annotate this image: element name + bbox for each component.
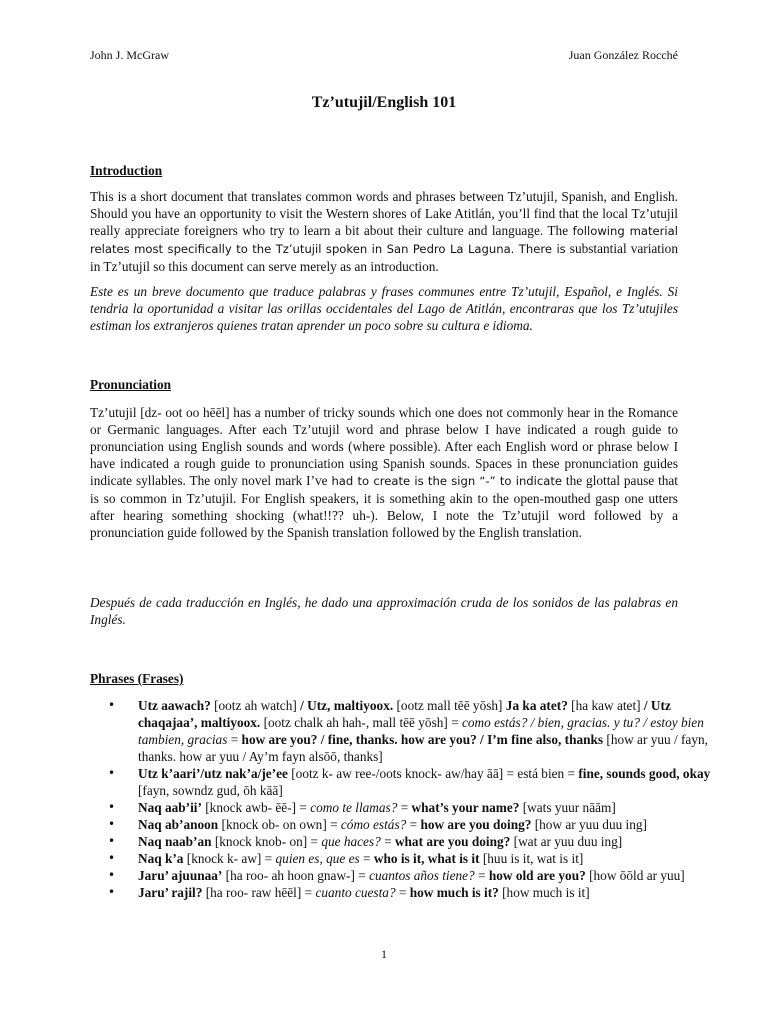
introduction-paragraph-spanish: [90, 283, 678, 334]
phrase-pronunciation: [ootz k- aw ree-/oots knock- aw/hay āā] = está bien =: [287, 766, 579, 781]
phrase-pronunciation: [knock awb- ēē-] =: [201, 800, 311, 815]
phrase-english: how old are you?: [488, 868, 586, 883]
header-author-left: John J. McGraw: [90, 48, 169, 62]
phrase-tzutujil: / Utz chaqajaa’, maltiyoox.: [138, 698, 671, 730]
phrase-separator: =: [397, 800, 412, 815]
pronunciation-paragraph-spanish: [90, 594, 678, 628]
pronunciation-heading-text: Pronunciation: [90, 377, 172, 392]
page-number: 1: [381, 947, 387, 961]
phrase-pronunciation: [ootz chalk ah hah-, mall tēē yōsh] =: [260, 715, 462, 730]
phrase-english: what are you doing?: [394, 834, 511, 849]
phrase-pronunciation: [knock k- aw] =: [183, 851, 276, 866]
phrase-pronunciation: [ootz ah watch]: [210, 698, 301, 713]
phrase-tzutujil: Jaru’ rajil?: [138, 885, 203, 900]
phrase-english-pronunciation: [how ar yuu / fayn, thanks. how ar yuu / Ay’m fayn alsōō, thanks]: [138, 732, 708, 764]
phrase-list: [90, 697, 716, 901]
phrase-pronunciation: [knock ob- on own] =: [218, 817, 341, 832]
intro-text-part3: substantial variation in Tz’utujil so this document can serve merely as an introduction.: [90, 241, 678, 274]
intro-text-part2: following material relates most specifically to the Tz’utujil spoken in San Pedro La Laguna. There is: [90, 224, 678, 256]
phrase-english: what’s your name?: [411, 800, 520, 815]
pron-text-part2: had to create is the sign “-” to indicate: [331, 474, 563, 488]
phrase-tzutujil: Ja ka atet?: [505, 698, 568, 713]
list-item: [138, 867, 716, 884]
phrase-separator: =: [227, 732, 242, 747]
phrase-tzutujil: Naq naab’an: [138, 834, 212, 849]
phrase-pronunciation: [ha roo- raw hēēl] =: [202, 885, 316, 900]
phrase-spanish: cuanto cuesta?: [315, 885, 396, 900]
phrase-pronunciation: [ha roo- ah hoon gnaw-] =: [222, 868, 370, 883]
phrase-english-pronunciation: [wats yuur nāām]: [519, 800, 616, 815]
phrase-english-pronunciation: [wat ar yuu duu ing]: [510, 834, 623, 849]
list-item: [138, 884, 716, 901]
phrases-heading-text: Phrases (Frases): [90, 671, 184, 686]
phrase-tzutujil: Jaru’ ajuunaa’: [138, 868, 223, 883]
phrase-english-pronunciation: [fayn, sowndz gud, ōh kāā]: [138, 783, 283, 798]
pron-text-part1: Tz’utujil [dz- oot oo hēēl] has a number of tricky sounds which one does not commonly hear in the Romance or Germanic languages. After each Tz’utujil word and phrase below I have indicated a rough guide to pronunciation using English sounds and words (where possible). After each English word or phrase below I have indicated a rough guide to pronunciation using Spanish sounds. Spaces in these pronunciation guides indicate syllables. The only novel mark I’ve: [90, 405, 678, 488]
phrase-spanish: como estás? / bien, gracias. y tu? / estoy bien tambien, gracias: [138, 715, 704, 747]
pron-spanish-text: Después de cada traducción en Inglés, he dado una approximación cruda de los sonidos de las palabras en Inglés.: [90, 595, 678, 627]
phrase-spanish: cómo estás?: [340, 817, 407, 832]
introduction-heading: [90, 162, 678, 179]
phrase-tzutujil: Naq aab’ii’: [138, 800, 202, 815]
phrase-separator: =: [406, 817, 421, 832]
list-item: [138, 850, 716, 867]
pronunciation-paragraph-english: [90, 404, 678, 541]
phrase-spanish: que haces?: [321, 834, 381, 849]
document-title: Tz’utujil/English 101: [311, 94, 457, 111]
pron-text-part3: the glottal pause that is so common in Tz’utujil. For English speakers, it is something akin to the open-mouthed gasp one utters after hearing something shocking (what!!?? uh-). Below, I note the Tz’utujil word followed by a pronunciation guide followed by the Spanish translation followed by the English translation.: [90, 473, 679, 540]
phrase-tzutujil: Utz k’aari’/utz nak’a/je’ee: [138, 766, 288, 781]
phrase-english: fine, sounds good, okay: [578, 766, 711, 781]
intro-text-part1: This is a short document that translates common words and phrases between Tz’utujil, Spanish, and English. Should you have an opportunity to visit the Western shores of Lake Atitlán, you’ll find that the local Tz’utujil really appreciate foreigners who try to learn a bit about their culture and language. The: [90, 189, 678, 238]
list-item: [138, 697, 716, 765]
phrase-english: who is it, what is it: [373, 851, 480, 866]
phrase-spanish: quien es, que es: [275, 851, 360, 866]
list-item: [138, 765, 716, 799]
phrase-spanish: como te llamas?: [310, 800, 398, 815]
phrase-tzutujil: Naq ab’anoon: [138, 817, 219, 832]
phrase-pronunciation: [ootz mall tēē yōsh]: [393, 698, 506, 713]
introduction-heading-text: Introduction: [90, 163, 163, 178]
phrase-pronunciation: [knock knob- on] =: [211, 834, 322, 849]
phrase-spanish: cuantos años tiene?: [369, 868, 475, 883]
phrase-english-pronunciation: [how much is it]: [498, 885, 590, 900]
phrases-heading: [90, 670, 678, 687]
phrase-english: how are you? / fine, thanks. how are you? / I’m fine also, thanks: [241, 732, 604, 747]
phrase-english-pronunciation: [huu is it, wat is it]: [479, 851, 584, 866]
header-author-right: Juan González Rocché: [568, 48, 678, 62]
phrase-separator: =: [359, 851, 374, 866]
phrase-pronunciation: [ha kaw atet]: [567, 698, 644, 713]
list-item: [138, 833, 716, 850]
phrase-english: how much is it?: [409, 885, 499, 900]
list-item: [138, 816, 716, 833]
phrase-tzutujil: / Utz, maltiyoox.: [300, 698, 394, 713]
phrase-separator: =: [474, 868, 489, 883]
list-item: [138, 799, 716, 816]
phrase-english: how are you doing?: [420, 817, 532, 832]
pronunciation-heading: [90, 376, 678, 393]
phrase-separator: =: [380, 834, 395, 849]
phrase-separator: =: [395, 885, 410, 900]
phrase-english-pronunciation: [how ar yuu duu ing]: [531, 817, 647, 832]
phrase-english-pronunciation: [how ōōld ar yuu]: [585, 868, 685, 883]
phrase-tzutujil: Utz aawach?: [138, 698, 211, 713]
intro-spanish-text: Este es un breve documento que traduce palabras y frases communes entre Tz’utujil, Español, e Inglés. Si tendria la oportunidad a visitar las orillas occidentales del Lago de Atitlán, encontraras que los Tz’utujiles estiman los extranjeros quienes tratan aprender un poco sobre su cultura e idioma.: [90, 284, 678, 333]
phrase-tzutujil: Naq k’a: [138, 851, 184, 866]
introduction-paragraph-english: [90, 188, 678, 275]
